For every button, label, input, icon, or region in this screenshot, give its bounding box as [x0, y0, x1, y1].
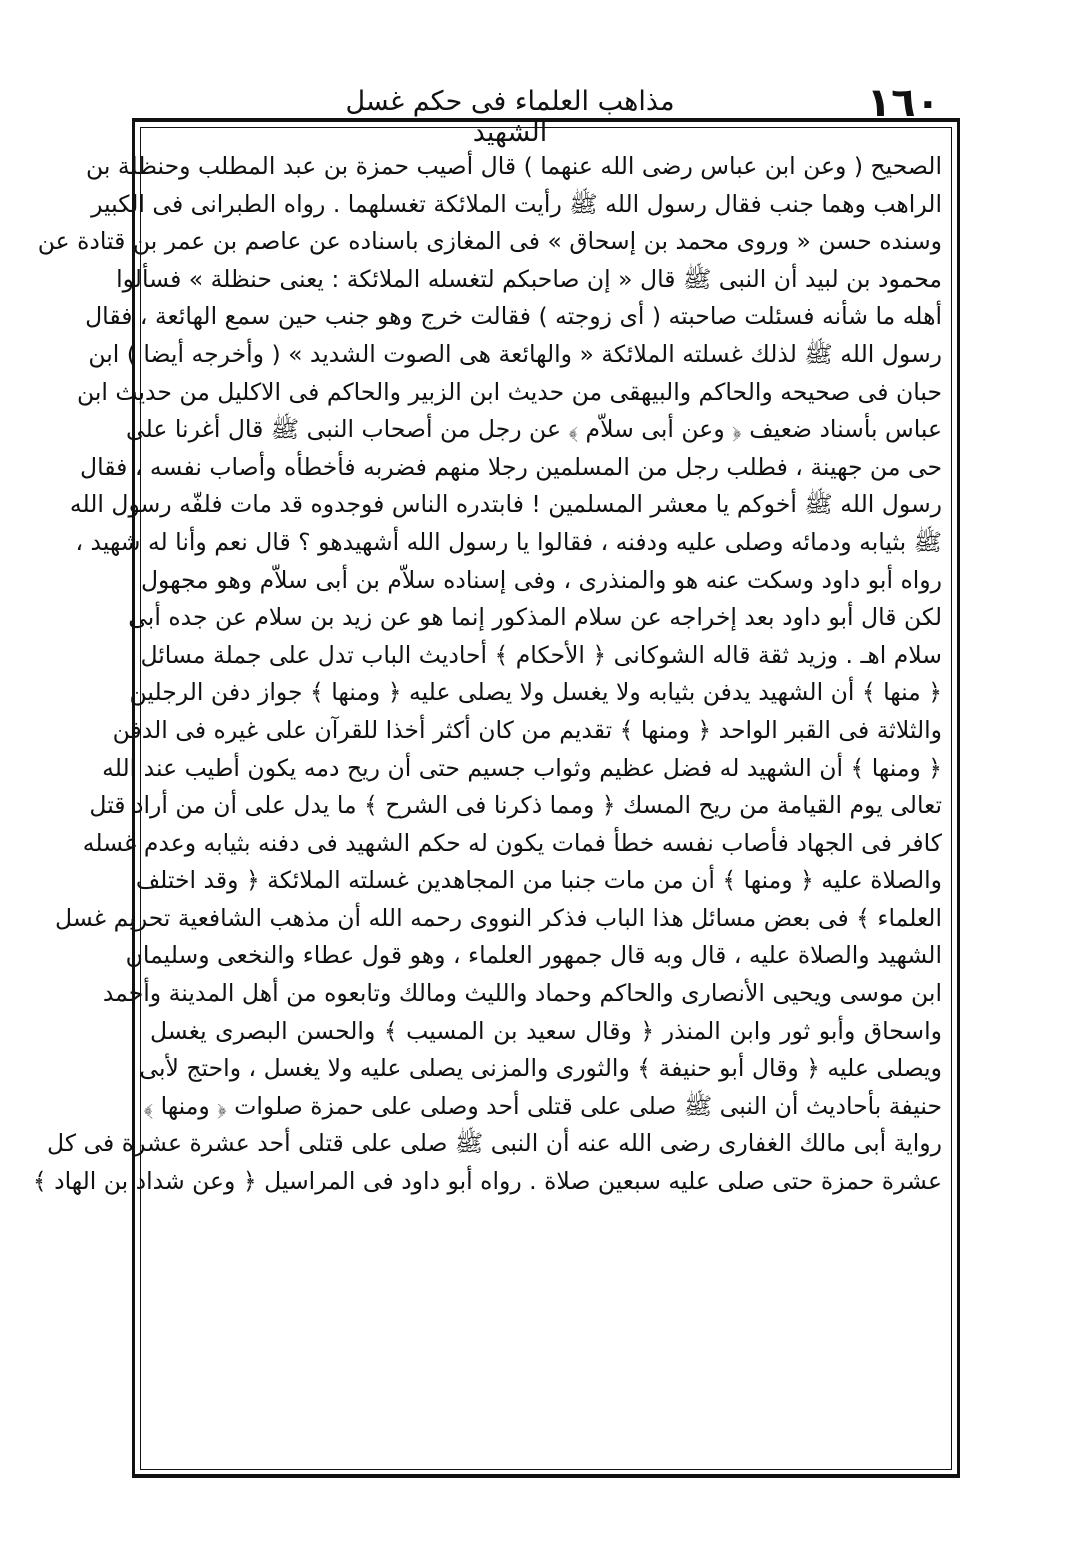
- text-line: أهله ما شأنه فسئلت صاحبته ( أى زوجته ) فقالت خرج وهو جنب حين سمع الهائعة ، فقال: [85, 302, 942, 331]
- text-body: [32, 148, 942, 1201]
- text-line: رسول الله ﷺ أخوكم يا معشر المسلمين ! فابتدره الناس فوجدوه قد مات فلفّه رسول الله: [69, 490, 942, 519]
- text-line: ويصلى عليه ﴿ وقال أبو حنيفة ﴾ والثورى والمزنى يصلى عليه ولا يغسل ، واحتج لأبى: [139, 1054, 942, 1083]
- text-line: حنيفة بأحاديث أن النبى ﷺ صلى على قتلى أحد وصلى على حمزة صلوات ﴿ ومنها ﴾: [143, 1091, 942, 1120]
- text-line: حبان فى صحيحه والحاكم والبيهقى من حديث ابن الزبير والحاكم فى الاكليل من حديث ابن: [76, 377, 942, 406]
- text-line: رواية أبى مالك الغفارى رضى الله عنه أن النبى ﷺ صلى على قتلى أحد عشرة عشرة فى كل: [47, 1129, 942, 1158]
- text-line: الشهيد والصلاة عليه ، قال وبه قال جمهور العلماء ، وهو قول عطاء والنخعى وسليمان: [125, 941, 942, 970]
- text-line: ﷺ بثيابه ودمائه وصلى عليه ودفنه ، فقالوا يا رسول الله أشهيدهو ؟ قال نعم وأنا له شهيد ،: [75, 527, 942, 556]
- text-line: الصحيح ( وعن ابن عباس رضى الله عنهما ) قال أصيب حمزة بن عبد المطلب وحنظلة بن: [85, 152, 942, 180]
- text-line: عباس بأسناد ضعيف ﴿ وعن أبى سلاّم ﴾ عن رجل من أصحاب النبى ﷺ قال أغرنا على: [126, 415, 942, 444]
- text-line: وسنده حسن « وروى محمد بن إسحاق » فى المغازى باسناده عن عاصم بن عمر بن قتادة عن: [37, 227, 942, 256]
- page-header: [140, 80, 940, 148]
- text-line: العلماء ﴾ فى بعض مسائل هذا الباب فذكر النووى رحمه الله أن مذهب الشافعية تحريم غسل: [55, 903, 942, 932]
- text-line: عشرة حمزة حتى صلى عليه سبعين صلاة . رواه أبو داود فى المراسيل ﴿ وعن شداد بن الهاد ﴾: [32, 1167, 942, 1196]
- text-line: محمود بن لبيد أن النبى ﷺ قال « إن صاحبكم لتغسله الملائكة : يعنى حنظلة » فسألوا: [116, 264, 942, 293]
- text-line: كافر فى الجهاد فأصاب نفسه خطأ فمات يكون له حكم الشهيد فى دفنه بثيابه وعدم غسله: [82, 828, 942, 857]
- text-line: لكن قال أبو داود بعد إخراجه عن سلام المذكور إنما هو عن زيد بن سلام عن جده أبى: [128, 603, 942, 632]
- page-number: ١٦٠: [866, 80, 940, 126]
- text-line: ﴿ منها ﴾ أن الشهيد يدفن بثيابه ولا يغسل ولا يصلى عليه ﴿ ومنها ﴾ جواز دفن الرجلين: [129, 678, 942, 707]
- text-line: حى من جهينة ، فطلب رجل من المسلمين رجلا منهم فضربه فأخطأه وأصاب نفسه ، فقال: [80, 452, 942, 481]
- text-line: سلام اهـ . وزيد ثقة قاله الشوكانى ﴿ الأحكام ﴾ أحاديث الباب تدل على جملة مسائل: [140, 640, 942, 669]
- text-line: ابن موسى ويحيى الأنصارى والحاكم وحماد والليث ومالك وتابعوه من أهل المدينة وأحمد: [102, 979, 942, 1008]
- text-line: واسحاق وأبو ثور وابن المنذر ﴿ وقال سعيد بن المسيب ﴾ والحسن البصرى يغسل: [150, 1016, 942, 1045]
- running-title: مذاهب العلماء فى حكم غسل الشهيد: [345, 86, 675, 148]
- text-line: تعالى يوم القيامة من ريح المسك ﴿ ومما ذكرنا فى الشرح ﴾ ما يدل على أن من أراد قتل: [89, 791, 942, 820]
- text-line: والصلاة عليه ﴿ ومنها ﴾ أن من مات جنبا من المجاهدين غسلته الملائكة ﴿ وقد اختلف: [135, 866, 942, 895]
- text-line: ﴿ ومنها ﴾ أن الشهيد له فضل عظيم وثواب جسيم حتى أن ريح دمه يكون أطيب عند الله: [102, 753, 942, 782]
- text-line: الراهب وهما جنب فقال رسول الله ﷺ رأيت الملائكة تغسلهما . رواه الطبرانى فى الكبير: [91, 189, 942, 218]
- text-line: والثلاثة فى القبر الواحد ﴿ ومنها ﴾ تقديم من كان أكثر أخذا للقرآن على غيره فى الدفن: [112, 715, 942, 744]
- text-line: رسول الله ﷺ لذلك غسلته الملائكة « والهائعة هى الصوت الشديد » ( وأخرجه أيضا ) ابن: [88, 339, 942, 368]
- text-line: رواه أبو داود وسكت عنه هو والمنذرى ، وفى إسناده سلاّم بن أبى سلاّم وهو مجهول: [140, 565, 942, 594]
